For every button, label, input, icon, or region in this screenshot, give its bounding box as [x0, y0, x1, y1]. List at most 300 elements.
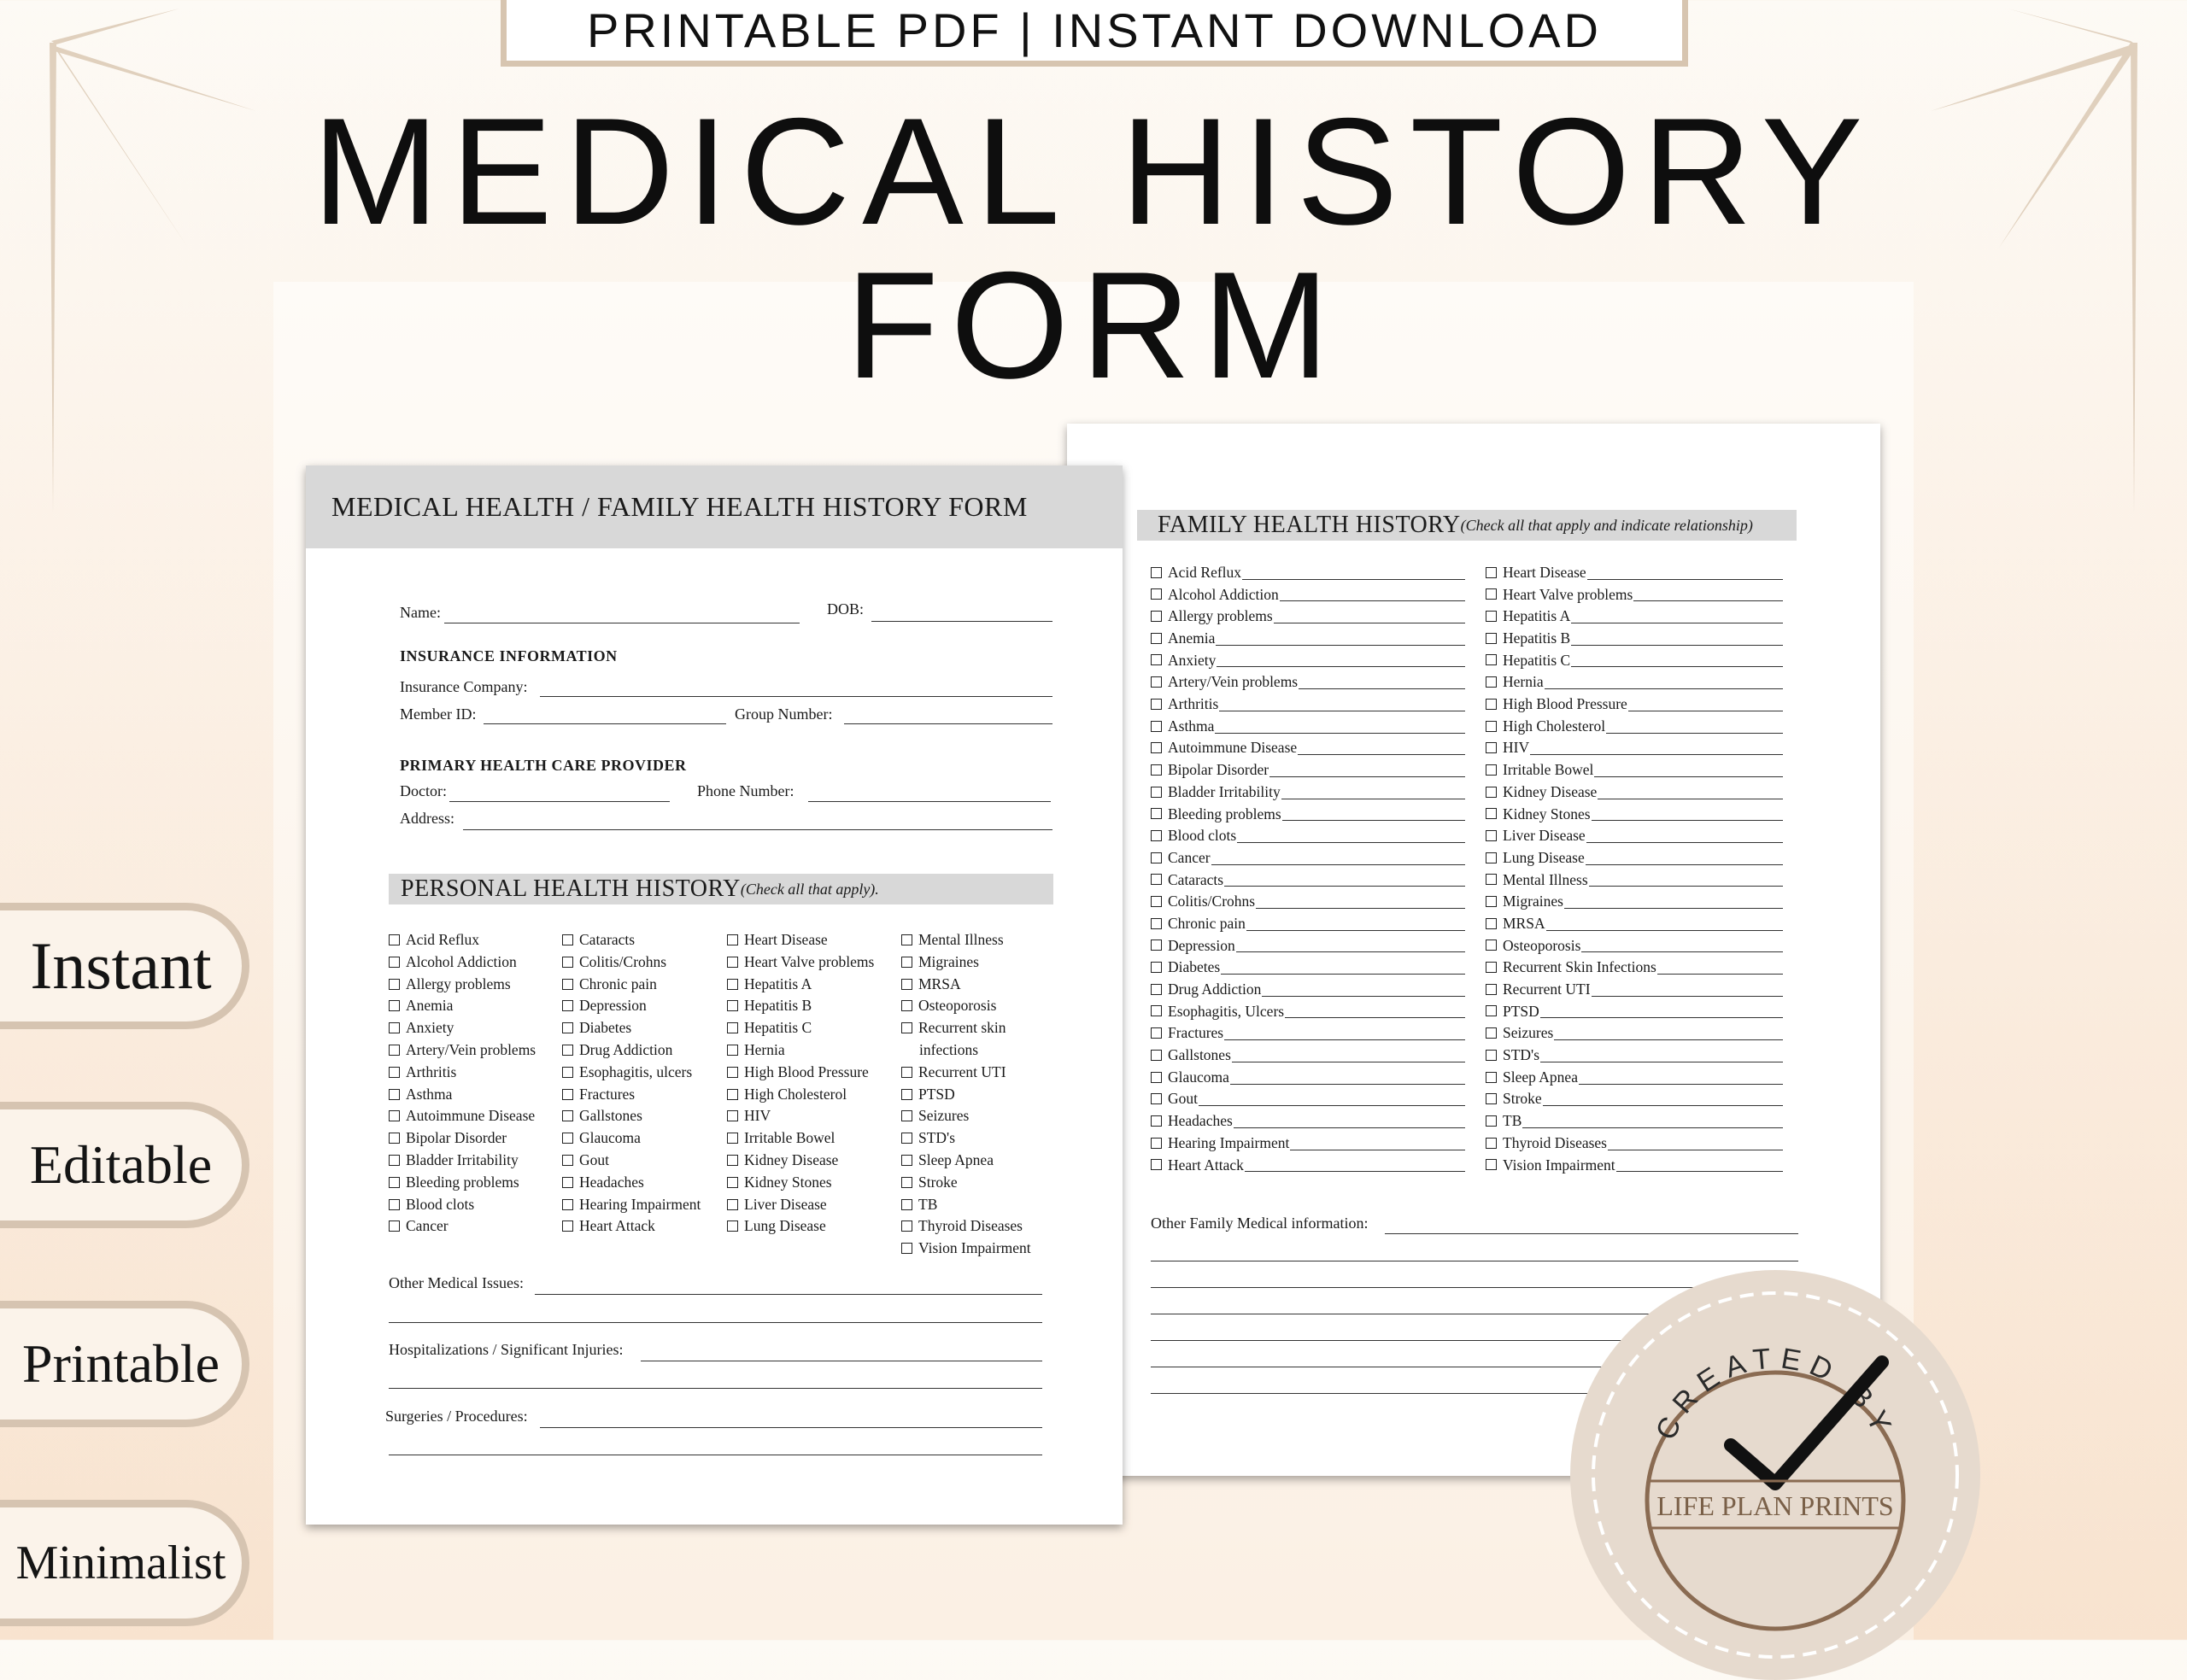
checkbox[interactable] — [1151, 611, 1162, 622]
family-checklist-item[interactable] — [1151, 1133, 1465, 1155]
relationship-field[interactable] — [1230, 1084, 1465, 1085]
checklist-item[interactable] — [562, 1194, 701, 1216]
family-checklist-item[interactable] — [1151, 584, 1465, 606]
checklist-item[interactable] — [901, 1105, 1031, 1127]
family-checklist-item[interactable] — [1486, 1089, 1783, 1111]
checkbox[interactable] — [901, 1000, 912, 1011]
checklist-item-label: Acid Reflux — [1168, 563, 1242, 581]
checkbox[interactable] — [1486, 874, 1497, 885]
family-checklist-item[interactable] — [1486, 671, 1783, 694]
checkbox[interactable] — [727, 1067, 738, 1078]
relationship-field[interactable] — [1594, 776, 1783, 777]
surgeries-field — [540, 1427, 1042, 1428]
relationship-field[interactable] — [1546, 930, 1783, 931]
checkbox[interactable] — [389, 934, 400, 945]
checklist-item[interactable] — [562, 1062, 701, 1084]
checklist-item[interactable] — [901, 929, 1031, 951]
relationship-field[interactable] — [1211, 864, 1465, 865]
relationship-field[interactable] — [1282, 820, 1465, 821]
family-checklist-item[interactable] — [1151, 562, 1465, 584]
checkbox[interactable] — [901, 979, 912, 990]
checklist-item[interactable] — [562, 974, 701, 996]
checklist-item[interactable] — [562, 1127, 701, 1150]
family-checklist-item[interactable] — [1486, 628, 1783, 650]
relationship-field[interactable] — [1633, 600, 1783, 601]
relationship-field[interactable] — [1285, 1017, 1465, 1018]
checkbox[interactable] — [1486, 611, 1497, 622]
family-checklist-item[interactable] — [1486, 562, 1783, 584]
checkbox[interactable] — [1151, 1072, 1162, 1083]
checkbox[interactable] — [562, 979, 573, 990]
relationship-field[interactable] — [1246, 930, 1465, 931]
family-checklist-item[interactable] — [1486, 1045, 1783, 1067]
relationship-field[interactable] — [1589, 886, 1783, 887]
checklist-item[interactable] — [901, 1150, 1031, 1172]
checklist-item-label: Fractures — [579, 1085, 636, 1103]
checkbox[interactable] — [389, 1022, 400, 1033]
checklist-item[interactable] — [389, 951, 536, 974]
checkbox[interactable] — [562, 1155, 573, 1166]
checkbox[interactable] — [901, 1110, 912, 1121]
relationship-field[interactable] — [1543, 1105, 1783, 1106]
family-checklist-item[interactable] — [1486, 1001, 1783, 1023]
checkbox[interactable] — [1486, 940, 1497, 951]
checkbox[interactable] — [389, 1089, 400, 1100]
family-checklist-item[interactable] — [1486, 804, 1783, 826]
checkbox[interactable] — [1486, 742, 1497, 753]
family-checklist-item[interactable] — [1151, 628, 1465, 650]
checklist-item[interactable] — [901, 1215, 1031, 1238]
family-checklist-item[interactable] — [1486, 913, 1783, 935]
checklist-item[interactable] — [389, 1172, 536, 1194]
checkbox[interactable] — [727, 934, 738, 945]
relationship-field[interactable] — [1587, 579, 1783, 580]
checkbox[interactable] — [389, 1199, 400, 1210]
checkbox[interactable] — [727, 957, 738, 968]
family-checklist-item[interactable] — [1151, 759, 1465, 781]
checkbox[interactable] — [1151, 962, 1162, 973]
family-checklist-item[interactable] — [1486, 1110, 1783, 1133]
checkbox[interactable] — [1151, 1138, 1162, 1149]
family-checklist-item[interactable] — [1151, 891, 1465, 913]
checkbox[interactable] — [727, 1177, 738, 1188]
other-family-info-line — [1385, 1233, 1798, 1234]
checkbox[interactable] — [389, 1000, 400, 1011]
checklist-item-label: Migraines — [918, 952, 979, 970]
checkbox[interactable] — [562, 1000, 573, 1011]
relationship-field[interactable] — [1280, 600, 1465, 601]
checklist-item[interactable] — [727, 1084, 874, 1106]
checkbox[interactable] — [1486, 588, 1497, 600]
checkbox[interactable] — [727, 1089, 738, 1100]
checkbox[interactable] — [562, 1022, 573, 1033]
family-checklist-item[interactable] — [1151, 606, 1465, 628]
checklist-item[interactable] — [389, 1105, 536, 1127]
relationship-field[interactable] — [1606, 733, 1783, 734]
checkbox[interactable] — [1151, 1159, 1162, 1170]
checklist-item[interactable] — [389, 929, 536, 951]
relationship-field[interactable] — [1224, 886, 1465, 887]
checkbox[interactable] — [1486, 676, 1497, 688]
checkbox[interactable] — [1486, 1027, 1497, 1039]
checkbox[interactable] — [1151, 699, 1162, 710]
family-checklist-item[interactable] — [1151, 650, 1465, 672]
checkbox[interactable] — [562, 1067, 573, 1078]
checklist-item[interactable] — [727, 1039, 874, 1062]
checkbox[interactable] — [1486, 1050, 1497, 1061]
checklist-item-label: Bipolar Disorder — [406, 1129, 507, 1147]
checkbox[interactable] — [562, 1089, 573, 1100]
family-checklist-item[interactable] — [1486, 738, 1783, 760]
checklist-item-label: Anemia — [406, 997, 454, 1015]
checklist-item[interactable] — [727, 929, 874, 951]
checklist-item[interactable] — [727, 995, 874, 1017]
family-checklist-item[interactable] — [1486, 1155, 1783, 1177]
checklist-item[interactable] — [562, 929, 701, 951]
checklist-item-label: Cataracts — [579, 931, 636, 948]
checklist-item[interactable] — [901, 951, 1031, 974]
checkbox[interactable] — [727, 1155, 738, 1166]
checkbox[interactable] — [727, 1110, 738, 1121]
checkbox[interactable] — [727, 979, 738, 990]
checklist-item[interactable] — [562, 1215, 701, 1238]
family-checklist-item[interactable] — [1151, 957, 1465, 979]
checklist-item[interactable] — [901, 1039, 1031, 1062]
family-checklist-item[interactable] — [1151, 1110, 1465, 1133]
relationship-field[interactable] — [1262, 996, 1465, 997]
checklist-item[interactable] — [562, 951, 701, 974]
checkbox[interactable] — [389, 1177, 400, 1188]
checkbox[interactable] — [727, 1133, 738, 1144]
relationship-field[interactable] — [1245, 1171, 1465, 1172]
checklist-item[interactable] — [562, 1150, 701, 1172]
checklist-item[interactable] — [901, 1084, 1031, 1106]
checkbox[interactable] — [1486, 896, 1497, 907]
checkbox[interactable] — [1151, 1005, 1162, 1016]
family-checklist-item[interactable] — [1151, 825, 1465, 847]
checkbox[interactable] — [1486, 567, 1497, 578]
family-checklist-item[interactable] — [1486, 979, 1783, 1001]
checklist-item-label: Recurrent UTI — [918, 1062, 1006, 1080]
relationship-field[interactable] — [1616, 1171, 1783, 1172]
family-checklist-item[interactable] — [1151, 716, 1465, 738]
checkbox[interactable] — [1486, 852, 1497, 863]
family-checklist-item[interactable] — [1486, 1022, 1783, 1045]
relationship-field[interactable] — [1522, 1127, 1783, 1128]
checkbox[interactable] — [1486, 918, 1497, 929]
relationship-field[interactable] — [1592, 820, 1783, 821]
relationship-field[interactable] — [1530, 754, 1783, 755]
checklist-item[interactable] — [901, 1194, 1031, 1216]
relationship-field[interactable] — [1224, 1039, 1465, 1040]
name-label: Name: — [400, 604, 441, 621]
checkbox[interactable] — [1151, 567, 1162, 578]
checkbox[interactable] — [389, 1220, 400, 1232]
checklist-item[interactable] — [389, 1194, 536, 1216]
checkbox[interactable] — [1486, 1138, 1497, 1149]
checkbox[interactable] — [1151, 1115, 1162, 1127]
checklist-item[interactable] — [727, 974, 874, 996]
checkbox[interactable] — [1486, 984, 1497, 995]
checkbox[interactable] — [1486, 633, 1497, 644]
checkbox[interactable] — [1151, 588, 1162, 600]
checklist-item[interactable] — [389, 1127, 536, 1150]
family-checklist-item[interactable] — [1486, 694, 1783, 716]
checkbox[interactable] — [901, 1177, 912, 1188]
family-checklist-item[interactable] — [1486, 584, 1783, 606]
family-checklist-item[interactable] — [1151, 804, 1465, 826]
checkbox[interactable] — [1151, 654, 1162, 665]
checklist-item[interactable] — [389, 1150, 536, 1172]
checkbox[interactable] — [389, 1067, 400, 1078]
checklist-item[interactable] — [727, 1150, 874, 1172]
checklist-item[interactable] — [727, 951, 874, 974]
checkbox[interactable] — [1486, 654, 1497, 665]
relationship-field[interactable] — [1586, 842, 1783, 843]
checkbox[interactable] — [389, 1045, 400, 1056]
checklist-item-label: Alcohol Addiction — [1168, 585, 1279, 603]
checklist-item[interactable] — [389, 1084, 536, 1106]
family-checklist-item[interactable] — [1486, 650, 1783, 672]
family-checklist-item[interactable] — [1151, 671, 1465, 694]
checklist-item[interactable] — [727, 1017, 874, 1039]
insurance-heading: INSURANCE INFORMATION — [400, 647, 618, 664]
checkbox[interactable] — [901, 1067, 912, 1078]
checkbox[interactable] — [727, 1045, 738, 1056]
checklist-item[interactable] — [389, 1062, 536, 1084]
checkbox[interactable] — [562, 1199, 573, 1210]
checklist-item[interactable] — [727, 1172, 874, 1194]
checkbox[interactable] — [389, 979, 400, 990]
checkbox[interactable] — [562, 957, 573, 968]
relationship-field[interactable] — [1586, 864, 1783, 865]
checklist-item[interactable] — [562, 1105, 701, 1127]
checkbox[interactable] — [389, 1110, 400, 1121]
checklist-item[interactable] — [901, 1062, 1031, 1084]
checkbox[interactable] — [1486, 1072, 1497, 1083]
family-checklist-item[interactable] — [1151, 1089, 1465, 1111]
checkbox[interactable] — [727, 1199, 738, 1210]
checkbox[interactable] — [389, 1155, 400, 1166]
checkbox[interactable] — [727, 1000, 738, 1011]
family-checklist-item[interactable] — [1486, 869, 1783, 892]
checkbox[interactable] — [1151, 742, 1162, 753]
family-checklist-item[interactable] — [1486, 935, 1783, 957]
checklist-item[interactable] — [389, 974, 536, 996]
relationship-field[interactable] — [1299, 688, 1465, 689]
relationship-field[interactable] — [1554, 1039, 1783, 1040]
checkbox[interactable] — [1151, 874, 1162, 885]
checkbox[interactable] — [1486, 1005, 1497, 1016]
checklist-item[interactable] — [562, 1084, 701, 1106]
checkbox[interactable] — [562, 1133, 573, 1144]
checklist-item[interactable] — [727, 1194, 874, 1216]
checkbox[interactable] — [1486, 1159, 1497, 1170]
checkbox[interactable] — [901, 1220, 912, 1232]
checkbox[interactable] — [901, 1155, 912, 1166]
checkbox[interactable] — [1486, 699, 1497, 710]
relationship-field[interactable] — [1592, 996, 1783, 997]
checkbox[interactable] — [1151, 1050, 1162, 1061]
relationship-field[interactable] — [1256, 908, 1465, 909]
relationship-field[interactable] — [1236, 951, 1465, 952]
checkbox[interactable] — [562, 1110, 573, 1121]
checklist-item-label: Chronic pain — [1168, 914, 1246, 932]
checkbox[interactable] — [1486, 764, 1497, 776]
checkbox[interactable] — [1151, 676, 1162, 688]
form-header: MEDICAL HEALTH / FAMILY HEALTH HISTORY FORM — [306, 465, 1123, 548]
checkbox[interactable] — [901, 1022, 912, 1033]
family-checklist-item[interactable] — [1486, 759, 1783, 781]
family-history-column-2 — [1486, 562, 1783, 1176]
relationship-field[interactable] — [1234, 1127, 1465, 1128]
family-checklist-item[interactable] — [1151, 913, 1465, 935]
checklist-item[interactable] — [562, 1017, 701, 1039]
checklist-item[interactable] — [727, 1062, 874, 1084]
family-checklist-item[interactable] — [1151, 869, 1465, 892]
checkbox[interactable] — [1151, 852, 1162, 863]
family-checklist-item[interactable] — [1486, 781, 1783, 804]
checkbox[interactable] — [562, 934, 573, 945]
family-checklist-item[interactable] — [1486, 606, 1783, 628]
relationship-field[interactable] — [1545, 688, 1783, 689]
checkbox[interactable] — [1486, 962, 1497, 973]
checklist-item-label: High Blood Pressure — [1503, 695, 1627, 713]
checkbox[interactable] — [1151, 764, 1162, 776]
family-checklist-item[interactable] — [1151, 979, 1465, 1001]
checkbox[interactable] — [1151, 830, 1162, 841]
family-checklist-item[interactable] — [1486, 891, 1783, 913]
checklist-item[interactable] — [901, 995, 1031, 1017]
family-checklist-item[interactable] — [1151, 1045, 1465, 1067]
checklist-item[interactable] — [901, 1017, 1031, 1039]
relationship-field[interactable] — [1571, 666, 1783, 667]
family-checklist-item[interactable] — [1151, 1155, 1465, 1177]
checkbox[interactable] — [901, 1199, 912, 1210]
checklist-item[interactable] — [901, 1127, 1031, 1150]
checkbox[interactable] — [1486, 721, 1497, 732]
checklist-item[interactable] — [727, 1127, 874, 1150]
checklist-item-label: Diabetes — [1168, 958, 1221, 976]
checkbox[interactable] — [1151, 721, 1162, 732]
relationship-field[interactable] — [1564, 908, 1783, 909]
checklist-item-label: Allergy problems — [406, 975, 511, 992]
checklist-item[interactable] — [389, 1215, 536, 1238]
family-checklist-item[interactable] — [1151, 1067, 1465, 1089]
family-checklist-item[interactable] — [1151, 1001, 1465, 1023]
checkbox[interactable] — [1151, 787, 1162, 798]
checklist-item[interactable] — [562, 995, 701, 1017]
checkbox[interactable] — [1151, 896, 1162, 907]
checklist-item[interactable] — [562, 1172, 701, 1194]
checkbox[interactable] — [1151, 1093, 1162, 1104]
family-checklist-item[interactable] — [1486, 1133, 1783, 1155]
checklist-item-label: Headaches — [1168, 1112, 1233, 1130]
checklist-item[interactable] — [727, 1105, 874, 1127]
relationship-field[interactable] — [1215, 733, 1465, 734]
personal-history-column-4 — [901, 929, 1031, 1260]
family-checklist-item[interactable] — [1486, 1067, 1783, 1089]
relationship-field[interactable] — [1199, 1105, 1465, 1106]
checkbox[interactable] — [1486, 787, 1497, 798]
checkbox[interactable] — [901, 1089, 912, 1100]
relationship-field[interactable] — [1657, 974, 1783, 975]
checkbox[interactable] — [901, 957, 912, 968]
family-checklist-item[interactable] — [1486, 847, 1783, 869]
checkbox[interactable] — [562, 1045, 573, 1056]
checkbox[interactable] — [1486, 808, 1497, 819]
checklist-item[interactable] — [727, 1215, 874, 1238]
dob-field — [871, 621, 1052, 622]
checkbox[interactable] — [1486, 1093, 1497, 1104]
relationship-field[interactable] — [1571, 645, 1783, 646]
checkbox[interactable] — [901, 1243, 912, 1254]
family-checklist-item[interactable] — [1151, 1022, 1465, 1045]
checkbox[interactable] — [1151, 918, 1162, 929]
relationship-field[interactable] — [1540, 1017, 1783, 1018]
checkbox[interactable] — [727, 1022, 738, 1033]
relationship-field[interactable] — [1221, 974, 1465, 975]
checklist-item[interactable] — [389, 1039, 536, 1062]
checkbox[interactable] — [727, 1220, 738, 1232]
checkbox[interactable] — [1151, 940, 1162, 951]
checkbox[interactable] — [1151, 633, 1162, 644]
checkbox[interactable] — [1151, 808, 1162, 819]
hospitalizations-label: Hospitalizations / Significant Injuries: — [389, 1341, 624, 1358]
family-history-heading: FAMILY HEALTH HISTORY — [1158, 512, 1461, 538]
checklist-item[interactable] — [389, 995, 536, 1017]
family-checklist-item[interactable] — [1486, 825, 1783, 847]
checklist-item[interactable] — [562, 1039, 701, 1062]
checkbox[interactable] — [389, 957, 400, 968]
checklist-item[interactable] — [901, 1172, 1031, 1194]
checkbox[interactable] — [1486, 1115, 1497, 1127]
checkbox[interactable] — [562, 1220, 573, 1232]
checklist-item-label: TB — [1503, 1112, 1522, 1130]
blank-line — [389, 1388, 1042, 1389]
family-checklist-item[interactable] — [1486, 957, 1783, 979]
family-checklist-item[interactable] — [1151, 694, 1465, 716]
relationship-field[interactable] — [1269, 776, 1465, 777]
checklist-item-label: Liver Disease — [744, 1195, 827, 1213]
family-checklist-item[interactable] — [1151, 847, 1465, 869]
checkbox[interactable] — [1151, 1027, 1162, 1039]
checklist-item[interactable] — [901, 974, 1031, 996]
checklist-item[interactable] — [389, 1017, 536, 1039]
checkbox[interactable] — [562, 1177, 573, 1188]
relationship-field[interactable] — [1216, 645, 1465, 646]
relationship-field[interactable] — [1242, 579, 1465, 580]
checkbox[interactable] — [901, 1133, 912, 1144]
relationship-field[interactable] — [1298, 754, 1465, 755]
checkbox[interactable] — [901, 934, 912, 945]
family-checklist-item[interactable] — [1151, 738, 1465, 760]
checklist-item-label: Glaucoma — [579, 1129, 641, 1147]
relationship-field[interactable] — [1237, 842, 1465, 843]
family-checklist-item[interactable] — [1486, 716, 1783, 738]
checklist-item-label: Colitis/Crohns — [1168, 893, 1256, 910]
relationship-field[interactable] — [1217, 666, 1465, 667]
checkbox[interactable] — [389, 1133, 400, 1144]
checkbox[interactable] — [1151, 984, 1162, 995]
relationship-field[interactable] — [1581, 951, 1783, 952]
relationship-field[interactable] — [1579, 1084, 1783, 1085]
checklist-item[interactable] — [901, 1238, 1031, 1260]
family-checklist-item[interactable] — [1151, 935, 1465, 957]
checklist-item-label: Hepatitis C — [744, 1019, 812, 1037]
family-checklist-item[interactable] — [1151, 781, 1465, 804]
checkbox[interactable] — [1486, 830, 1497, 841]
